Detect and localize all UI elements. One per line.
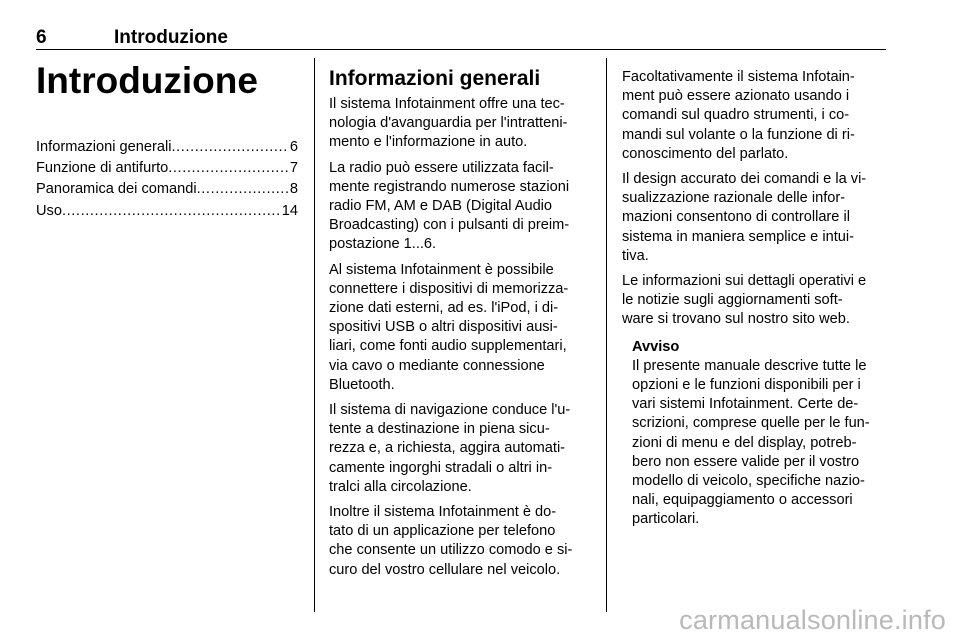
note-line: vari sistemi Infotainment. Certe de- — [632, 396, 859, 413]
text-line: le notizie sugli aggiornamenti soft- — [622, 292, 843, 309]
text-line: Bluetooth. — [329, 376, 395, 393]
text-line: postazione 1...6. — [329, 236, 437, 253]
paragraph — [329, 261, 591, 395]
toc-entry[interactable] — [36, 159, 298, 178]
paragraph — [329, 503, 591, 580]
text-line: sualizzazione razionale delle infor- — [622, 190, 846, 207]
toc-page: 14 — [281, 202, 298, 219]
note-line: particolari. — [632, 511, 700, 528]
toc-leader — [171, 138, 288, 157]
running-title: Introduzione — [114, 27, 228, 48]
text-line: tente a destinazione in piena sicu- — [329, 421, 550, 438]
paragraph — [622, 68, 888, 164]
toc-entry[interactable] — [36, 202, 298, 221]
text-line: La radio può essere utilizzata facil- — [329, 159, 554, 176]
watermark-text: carmanualsonline.info — [679, 605, 946, 635]
text-line: conoscimento del parlato. — [622, 145, 789, 162]
paragraph — [329, 95, 591, 153]
text-line: mazioni consentono di controllare il — [622, 209, 850, 226]
text-line: spositivi USB o altri dispositivi ausi- — [329, 319, 558, 336]
text-line: Al sistema Infotainment è possibile — [329, 261, 554, 278]
text-line: Facoltativamente il sistema Infotain- — [622, 69, 855, 85]
note-title: Avviso — [632, 338, 680, 355]
text-line: tato di un applicazione per telefono — [329, 523, 556, 540]
toc-label: Informazioni generali — [36, 139, 172, 155]
toc-leader — [168, 159, 289, 178]
column-2 — [329, 58, 591, 586]
column-3-body — [622, 68, 888, 330]
text-line: sistema in maniera semplice e intui- — [622, 228, 854, 245]
text-line: zione dati esterni, ad es. l'iPod, i di- — [329, 300, 559, 317]
text-line: Il sistema di navigazione conduce l'u- — [329, 402, 571, 419]
text-line: Il sistema Infotainment offre una tec- — [329, 96, 565, 112]
text-line: Inoltre il sistema Infotainment è do- — [329, 504, 557, 521]
section-body — [329, 95, 591, 580]
paragraph — [329, 159, 591, 255]
note-line: modello di veicolo, specifiche nazio- — [632, 473, 865, 490]
text-line: Il design accurato dei comandi e la vi- — [622, 171, 867, 188]
text-line: ment può essere azionato usando i — [622, 88, 850, 105]
text-line: tralci alla circolazione. — [329, 478, 472, 495]
page-number: 6 — [36, 27, 47, 48]
column-divider-1 — [314, 58, 315, 612]
toc-leader — [62, 202, 281, 221]
text-line: via cavo o mediante connessione — [329, 357, 545, 374]
note-line: scrizioni, comprese quelle per le fun- — [632, 415, 870, 432]
page-header — [36, 27, 886, 51]
table-of-contents — [36, 138, 298, 221]
note-line: opzioni e le funzioni disponibili per i — [632, 377, 861, 394]
text-line: radio FM, AM e DAB (Digital Audio — [329, 198, 553, 215]
paragraph — [329, 401, 591, 497]
text-line: comandi sul quadro strumenti, i co- — [622, 107, 850, 124]
toc-entry[interactable] — [36, 138, 298, 157]
text-line: tiva. — [622, 247, 649, 264]
text-line: mandi sul volante o la funzione di ri- — [622, 126, 855, 143]
toc-label: Funzione di antifurto — [36, 160, 169, 177]
text-line: nologia d'avanguardia per l'intratteni- — [329, 115, 568, 132]
text-line: Le informazioni sui dettagli operativi e — [622, 273, 867, 290]
text-line: curo del vostro cellulare nel veicolo. — [329, 561, 561, 578]
note-line: zioni di menu e del display, potreb- — [632, 434, 857, 451]
text-line: mento e l'informazione in auto. — [329, 134, 528, 151]
toc-label: Uso — [36, 202, 62, 219]
text-line: camente ingorghi stradali o altri in- — [329, 459, 553, 476]
column-divider-2 — [606, 58, 607, 612]
text-line: rezza e, a richiesta, aggira automati- — [329, 440, 566, 457]
text-line: Broadcasting) con i pulsanti di preim- — [329, 217, 570, 234]
note-line: nali, equipaggiamento o accessori — [632, 492, 853, 509]
text-line: che consente un utilizzo comodo e si- — [329, 542, 573, 559]
toc-leader — [197, 180, 289, 199]
section-title: Informazioni generali — [329, 67, 541, 90]
note-line: bero non essere valide per il vostro — [632, 453, 860, 470]
toc-label: Panoramica dei comandi — [36, 181, 197, 198]
text-line: liari, come fonti audio supplementari, — [329, 338, 567, 355]
column-1 — [36, 58, 298, 223]
chapter-title: Introduzione — [36, 60, 258, 101]
note-line: Il presente manuale descrive tutte le — [632, 357, 867, 374]
toc-page: 6 — [289, 139, 298, 155]
note-body — [632, 357, 888, 530]
text-line: ware si trovano sul nostro sito web. — [622, 311, 850, 328]
paragraph — [622, 272, 888, 330]
toc-entry[interactable] — [36, 180, 298, 199]
text-line: connettere i dispositivi di memorizza- — [329, 280, 569, 297]
toc-page: 8 — [289, 181, 298, 198]
paragraph — [622, 170, 888, 266]
text-line: mente registrando numerose stazioni — [329, 178, 570, 195]
toc-page: 7 — [289, 160, 298, 177]
note-box — [632, 338, 888, 530]
column-3 — [622, 58, 888, 530]
header-rule — [36, 49, 886, 50]
